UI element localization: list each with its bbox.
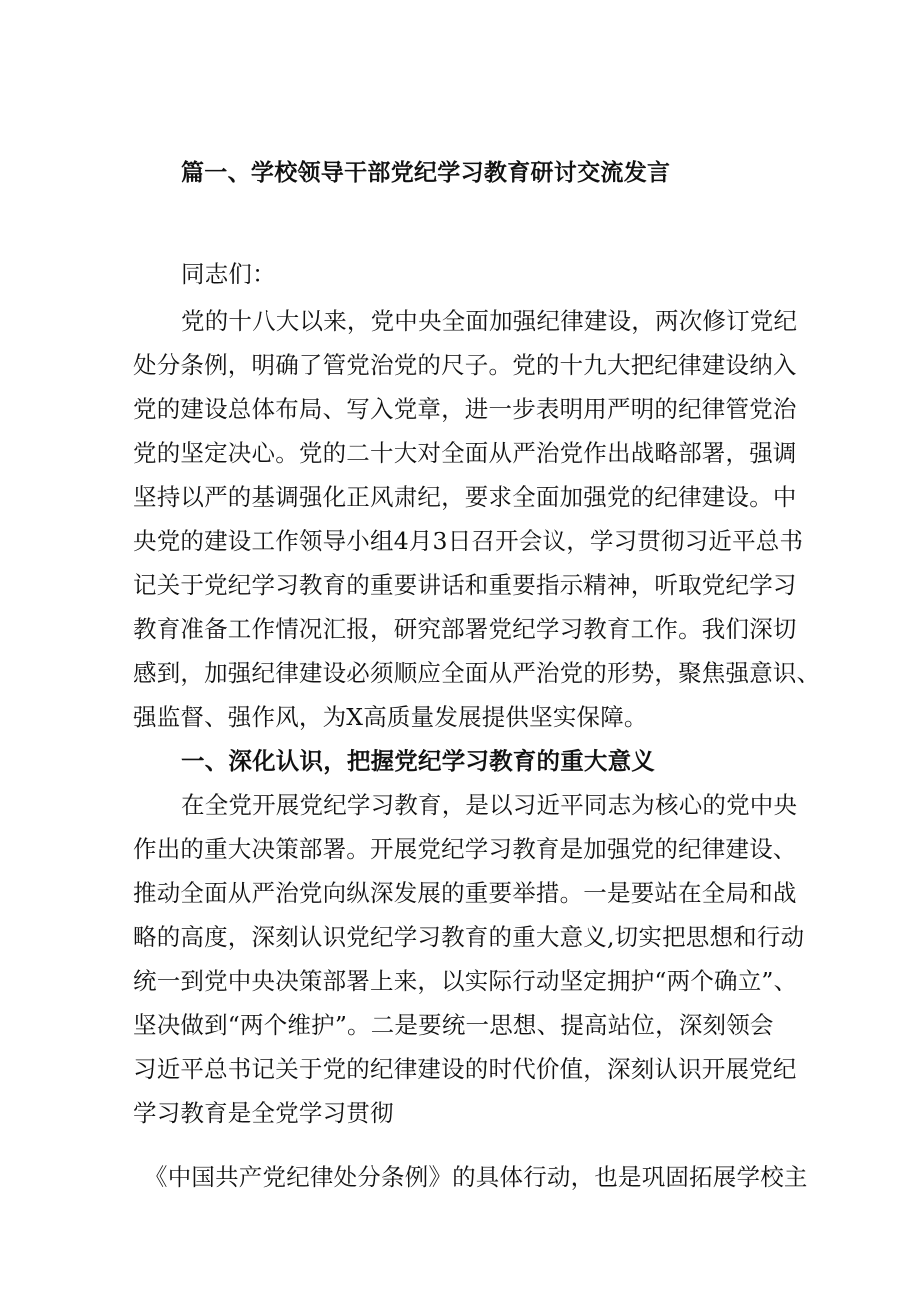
paragraph-line: 记关于党纪学习教育的重要讲话和重要指示精神，听取党纪学习 — [133, 571, 797, 599]
paragraph-line: 统一到党中央决策部署上来，以实际行动坚定拥护“两个确立”、 — [133, 967, 798, 995]
paragraph-line: 党的建设总体布局、写入党章，进一步表明用严明的纪律管党治 — [133, 395, 797, 423]
paragraph-line: 《中国共产党纪律处分条例》的具体行动，也是巩固拓展学校主 — [144, 1163, 808, 1191]
paragraph-line: 学习教育是全党学习贯彻 — [133, 1099, 394, 1127]
paragraph-line: 感到，加强纪律建设必须顺应全面从严治党的形势，聚焦强意识、 — [133, 659, 821, 687]
paragraph-line: 央党的建设工作领导小组4月3日召开会议，学习贯彻习近平总书 — [133, 527, 804, 555]
paragraph-line: 作出的重大决策部署。开展党纪学习教育是加强党的纪律建设、 — [133, 835, 797, 863]
salutation: 同志们： — [181, 260, 276, 288]
document-title: 篇一、学校领导干部党纪学习教育研讨交流发言 — [181, 159, 671, 186]
paragraph-line: 党的坚定决心。党的二十大对全面从严治党作出战略部署，强调 — [133, 439, 797, 467]
paragraph-line: 习近平总书记关于党的纪律建设的时代价值，深刻认识开展党纪 — [133, 1055, 797, 1083]
paragraph-line: 教育准备工作情况汇报，研究部署党纪学习教育工作。我们深切 — [133, 615, 797, 643]
paragraph-line: 推动全面从严治党向纵深发展的重要举措。一是要站在全局和战 — [133, 879, 797, 907]
paragraph-line: 在全党开展党纪学习教育，是以习近平同志为核心的党中央 — [181, 791, 798, 819]
paragraph-line: 处分条例，明确了管党治党的尺子。党的十九大把纪律建设纳入 — [133, 351, 797, 379]
paragraph-line: 坚决做到“两个维护”。二是要统一思想、提高站位，深刻领会 — [133, 1011, 774, 1039]
paragraph-line: 略的高度，深刻认识党纪学习教育的重大意义,切实把思想和行动 — [133, 923, 805, 951]
section-heading: 一、深化认识，把握党纪学习教育的重大意义 — [181, 747, 655, 775]
paragraph-line: 党的十八大以来，党中央全面加强纪律建设，两次修订党纪 — [181, 307, 798, 335]
paragraph-line: 坚持以严的基调强化正风肃纪，要求全面加强党的纪律建设。中 — [133, 483, 797, 511]
paragraph-line: 强监督、强作风，为X高质量发展提供坚实保障。 — [133, 703, 648, 731]
